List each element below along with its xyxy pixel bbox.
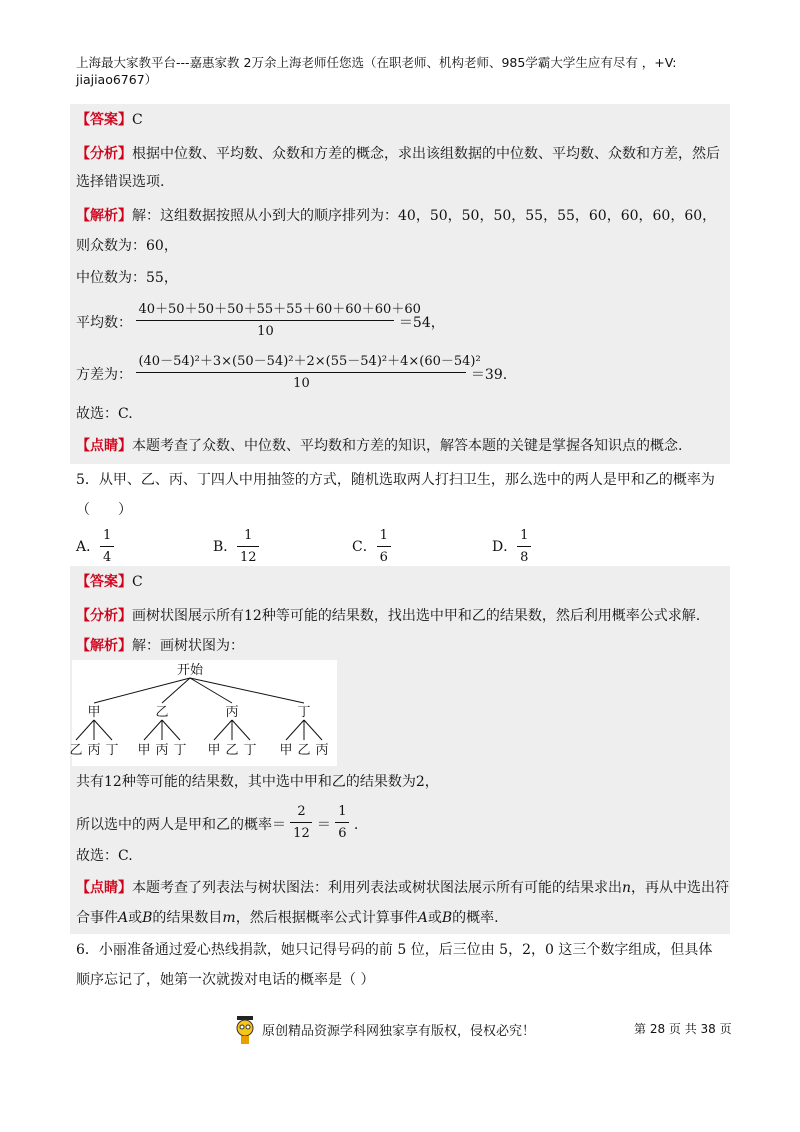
page-number: 第 28 页 共 38 页	[634, 1022, 732, 1036]
option-a: A． $\frac{1}{4}$	[76, 528, 114, 566]
page-header: 上海最大家教平台---嘉惠家教 2万余上海老师任您选（在职老师、机构老师、985学霸大学生应有尽有 ，+V: jiajiao6767）	[76, 55, 677, 87]
tree-node-level2: 乙	[69, 743, 83, 758]
option-b: B． $\frac{1}{12}$	[213, 528, 259, 566]
option-c: C． $\frac{1}{6}$	[352, 528, 391, 566]
q5-comment-cont: 合事件A或B的结果数目m，然后根据概率公式计算事件A或B的概率.	[76, 910, 499, 926]
q4-comment: 【点睛】本题考查了众数、中位数、平均数和方差的知识，解答本题的关键是掌握各知识点的概念.	[76, 438, 683, 454]
q4-mode: 则众数为：60，	[76, 238, 178, 254]
tree-node-level2: 甲	[279, 743, 293, 758]
tree-node-level2: 甲	[207, 743, 221, 758]
q4-choose: 故选：C.	[76, 406, 133, 422]
q6-stem: 6．小丽准备通过爱心热线捐款，她只记得号码的前 5 位，后三位由 5，2，0 这三个数字组成，但具体	[76, 942, 713, 958]
mascot-icon	[232, 1014, 258, 1046]
q5-analysis: 【分析】画树状图展示所有12种等可能的结果数，找出选中甲和乙的结果数，然后利用概率公式求解.	[76, 608, 701, 624]
tree-node-level1: 丁	[297, 705, 311, 720]
q5-answer: 【答案】C	[76, 574, 143, 590]
tree-node-level2: 丁	[105, 743, 119, 758]
q4-variance: 方差为： $\frac{\text{(40－54)²＋3×(50－54)²＋2×(55－54)²＋4×(60－54)²}}{10}$ ＝39.	[76, 354, 508, 391]
tree-node-level2: 甲	[137, 743, 151, 758]
tree-root: 开始	[176, 663, 204, 678]
q4-answer: 【答案】C	[76, 112, 143, 128]
tree-node-level2: 丁	[173, 743, 187, 758]
tree-node-level2: 丙	[155, 743, 169, 758]
tree-node-level2: 丙	[87, 743, 101, 758]
q5-result: 共有12种等可能的结果数，其中选中甲和乙的结果数为2，	[76, 774, 439, 790]
q5-stem-blank: （ ）	[76, 502, 132, 518]
q5-choose: 故选：C.	[76, 848, 133, 864]
tree-node-level2: 丁	[243, 743, 257, 758]
option-d: D． $\frac{1}{8}$	[492, 528, 531, 566]
tree-node-level2: 丙	[315, 743, 329, 758]
q4-mean: 平均数： $\frac{40+50+50+50+55+55+60+60+60+60}{10}$ ＝54，	[76, 302, 445, 339]
q5-probability: 所以选中的两人是甲和乙的概率＝ $\frac{2}{12}$ ＝ $\frac{1}{6}$ .	[76, 804, 359, 841]
tree-node-level2: 乙	[225, 743, 239, 758]
q6-stem-cont: 顺序忘记了，她第一次就拨对电话的概率是（ ）	[76, 972, 375, 988]
q4-median: 中位数为：55，	[76, 270, 178, 286]
tree-diagram	[69, 660, 337, 766]
tree-node-level1: 乙	[155, 705, 169, 720]
copyright-footer: 原创精品资源学科网独家享有版权，侵权必究！	[262, 1024, 536, 1039]
tree-node-level2: 乙	[297, 743, 311, 758]
q5-solution: 【解析】解：画树状图为：	[76, 638, 244, 654]
q5-stem: 5．从甲、乙、丙、丁四人中用抽签的方式，随机选取两人打扫卫生，那么选中的两人是甲和乙的概率为	[76, 472, 715, 488]
q4-analysis-cont: 选择错误选项.	[76, 174, 165, 190]
tree-node-level1: 甲	[87, 705, 101, 720]
q5-comment: 【点睛】本题考查了列表法与树状图法：利用列表法或树状图法展示所有可能的结果求出n，再从中选出符	[76, 880, 730, 896]
tree-node-level1: 丙	[225, 705, 239, 720]
q4-analysis: 【分析】根据中位数、平均数、众数和方差的概念，求出该组数据的中位数、平均数、众数和方差，然后	[76, 146, 720, 162]
q4-solution: 【解析】解：这组数据按照从小到大的顺序排列为：40，50，50，50，55，55，60，60，60，60，	[76, 208, 717, 224]
